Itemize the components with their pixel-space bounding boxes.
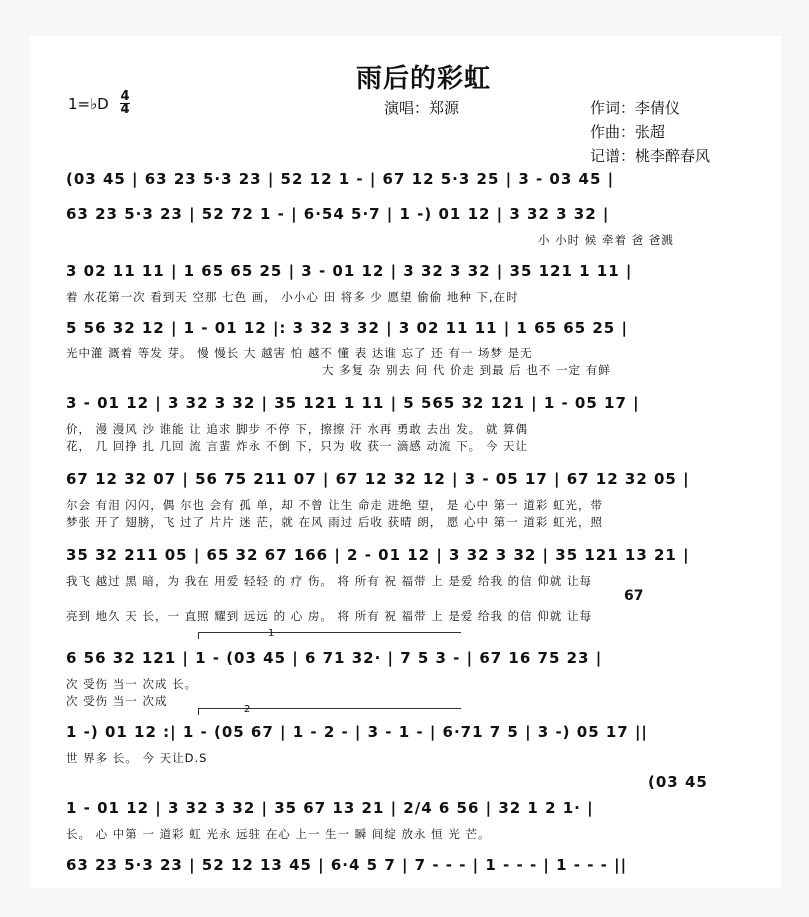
- transcriber-credit: 记谱：桃李醉春风: [590, 147, 711, 165]
- singer-credit: 演唱：郑源: [384, 99, 460, 117]
- volta-number-2: 2: [244, 704, 251, 715]
- lyric-line: 次 受伤 当一 次成 长。: [66, 677, 198, 691]
- notation-row: 3 - 01 12 | 3 32 3 32 | 35 121 1 11 | 5 565 32 121 | 1 - 05 17 |: [66, 394, 640, 412]
- lyric-line: 着 水花第一次 看到天 空那 七色 画， 小小心 田 将多 少 愿望 偷偷 地种 下,在时: [66, 290, 519, 304]
- lyric-line: 亮到 地久 天 长，一 直照 耀到 远远 的 心 房。 将 所有 祝 福带 上 是爱 给我 的信 仰就 让每: [66, 609, 592, 623]
- lyric-line: 价， 漫 漫风 沙 谁能 让 追求 脚步 不停 下，擦擦 汗 水再 勇敢 去出 发。 就 算偶: [66, 422, 528, 436]
- notation-row: (03 45 | 63 23 5·3 23 | 52 12 1 - | 67 12 5·3 25 | 3 - 03 45 |: [66, 170, 615, 188]
- lyric-line: 长。 心 中第 一 道彩 虹 光永 远驻 在心 上一 生一 瞬 间绽 放永 恒 光 芒。: [66, 827, 491, 841]
- notation-row: 5 56 32 12 | 1 - 01 12 |: 3 32 3 32 | 3 02 11 11 | 1 65 65 25 |: [66, 319, 628, 337]
- lyric-line: 我飞 越过 黑 暗，为 我在 用爱 轻轻 的 疗 伤。 将 所有 祝 福带 上 是爱 给我 的信 仰就 让每: [66, 574, 592, 588]
- lyric-line: 尔会 有泪 闪闪，偶 尔也 会有 孤 单，却 不曾 让生 命走 进绝 望， 是 心中 第一 道彩 虹光，带: [66, 498, 603, 512]
- notation-row: 67 12 32 07 | 56 75 211 07 | 67 12 32 12 | 3 - 05 17 | 67 12 32 05 |: [66, 470, 690, 488]
- notation-row: 6 56 32 121 | 1 - (03 45 | 6 71 32· | 7 5 3 - | 67 16 75 23 |: [66, 649, 603, 667]
- lyric-line: 花， 几 回挣 扎 几回 流 言蜚 炸永 不倒 下，只为 收 获一 滴感 动流 下。 今 天让: [66, 439, 528, 453]
- lyric-line: 世 界多 长。 今 天让D.S: [66, 751, 208, 765]
- notation-row: 1 -) 01 12 :| 1 - (05 67 | 1 - 2 - | 3 - 1 - | 6·71 7 5 | 3 -) 05 17 ||: [66, 723, 648, 741]
- lyric-line: 次 受伤 当一 次成: [66, 694, 168, 708]
- time-sig-denominator: 4: [120, 102, 130, 117]
- volta-bracket-1: [198, 632, 461, 639]
- volta-number-1: 1: [268, 628, 275, 639]
- volta-bracket-2: [198, 708, 461, 715]
- notation-row: 3 02 11 11 | 1 65 65 25 | 3 - 01 12 | 3 32 3 32 | 35 121 1 11 |: [66, 262, 633, 280]
- notation-row: 35 32 211 05 | 65 32 67 166 | 2 - 01 12 | 3 32 3 32 | 35 121 13 21 |: [66, 546, 690, 564]
- key-signature: 1=♭D: [68, 95, 109, 113]
- notation-row: 1 - 01 12 | 3 32 3 32 | 35 67 13 21 | 2/4 6 56 | 32 1 2 1· |: [66, 799, 594, 817]
- song-title: 雨后的彩虹: [356, 64, 492, 94]
- time-sig-numerator: 4: [120, 89, 130, 104]
- lyric-line: 梦张 开了 翅膀，飞 过了 片片 迷 茫，就 在风 雨过 后收 获晴 朗， 愿 心中 第一 道彩 虹光，照: [66, 515, 603, 529]
- notation-row: 63 23 5·3 23 | 52 72 1 - | 6·54 5·7 | 1 -) 01 12 | 3 32 3 32 |: [66, 205, 610, 223]
- lyric-line: 大 多复 杂 别去 问 代 价走 到最 后 也不 一定 有鲜: [322, 363, 611, 377]
- lyric-line: 光中灌 溉着 等发 芽。 慢 慢长 大 越害 怕 越不 懂 表 达谁 忘了 还 有一 场梦 是无: [66, 346, 533, 360]
- composer-credit: 作曲：张超: [590, 123, 666, 141]
- lyric-line: 小 小时 候 牵着 爸 爸溅: [538, 233, 674, 247]
- pickup-notes: (03 45: [648, 773, 708, 791]
- notation-row: 63 23 5·3 23 | 52 12 13 45 | 6·4 5 7 | 7 - - - | 1 - - - | 1 - - - ||: [66, 856, 628, 874]
- alternate-notes: 67: [624, 588, 644, 604]
- time-signature: [120, 91, 130, 116]
- lyricist-credit: 作词：李倩仪: [590, 99, 681, 117]
